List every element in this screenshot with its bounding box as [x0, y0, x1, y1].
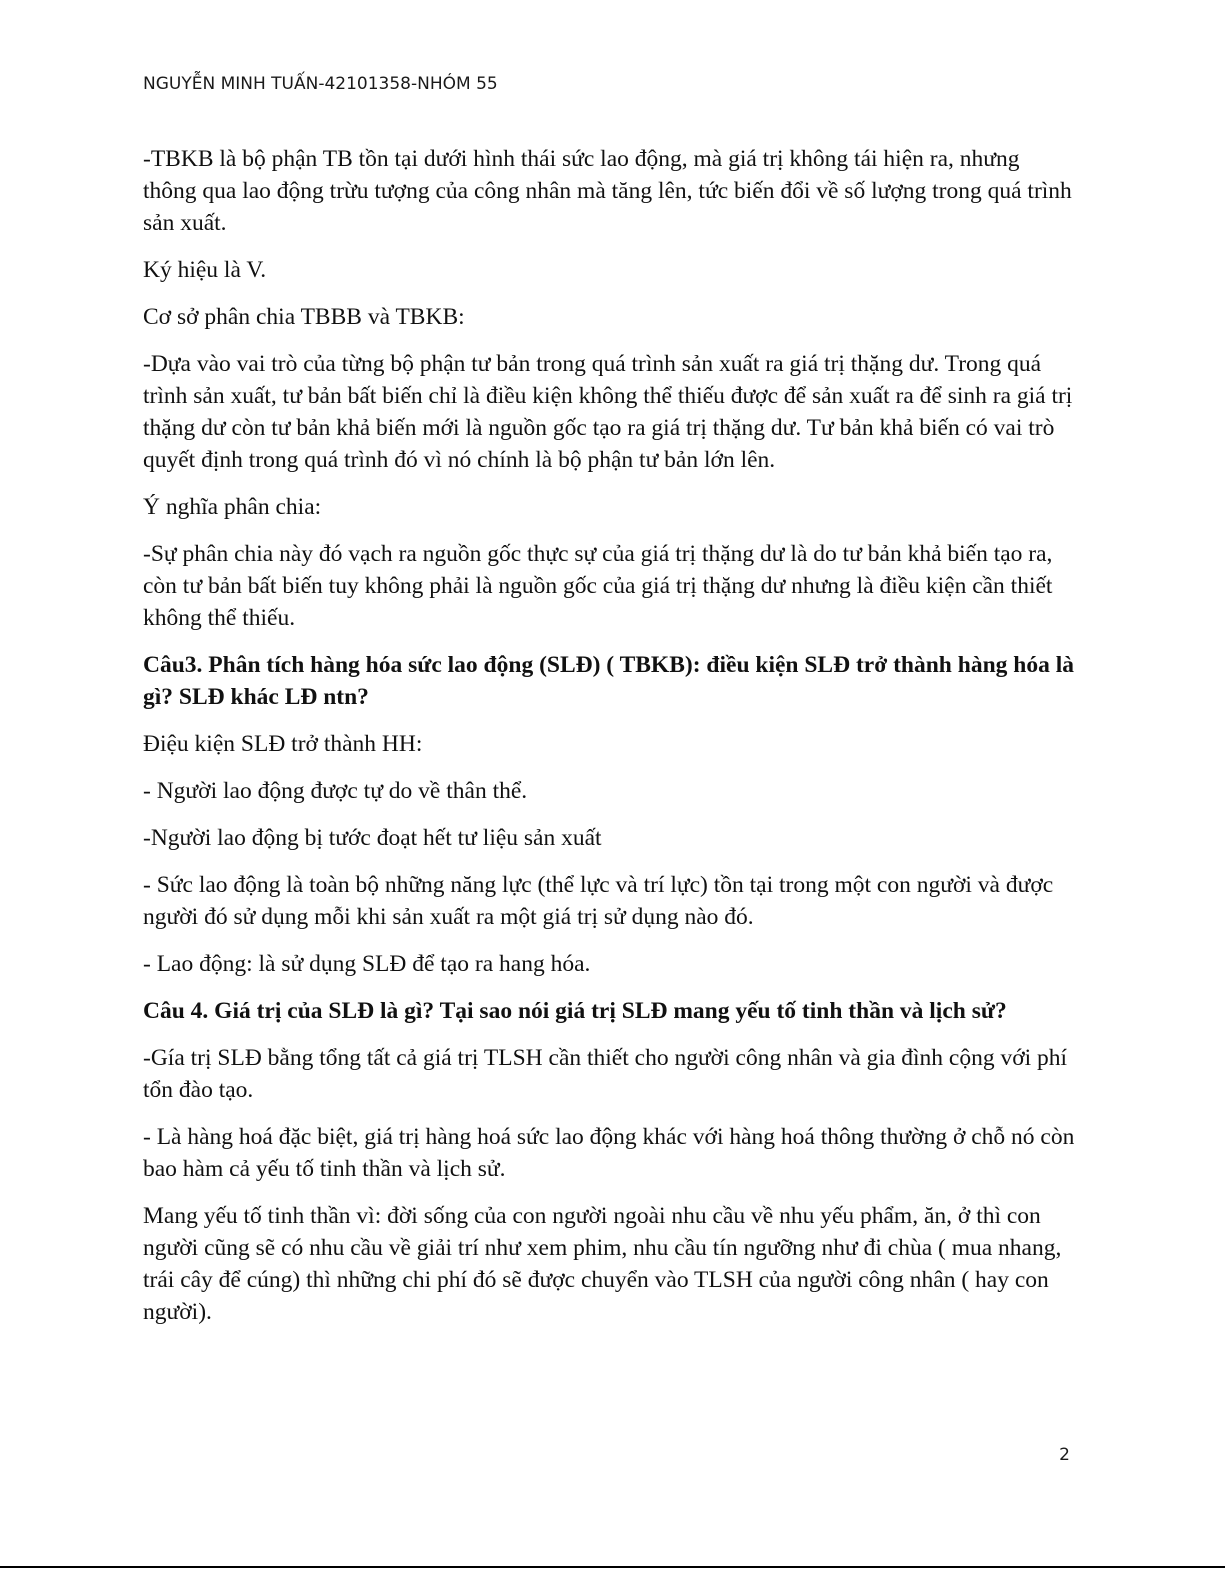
body-paragraph: -Dựa vào vai trò của từng bộ phận tư bản trong quá trình sản xuất ra giá trị thặng dư. Trong quá trình sản xuất, tư bản bất biến chỉ là điều kiện không thể thiếu được để sản xuất ra để sinh ra giá trị thặng dư còn tư bản khả biến mới là nguồn gốc tạo ra giá trị thặng dư. Tư bản khả biến có vai trò quyết định trong quá trình đó vì nó chính là bộ phận tư bản lớn lên. [143, 351, 1073, 473]
question-heading: Câu 4. Giá trị của SLĐ là gì? Tại sao nói giá trị SLĐ mang yếu tố tinh thần và lịch sử? [143, 998, 1007, 1024]
body-paragraph: - Là hàng hoá đặc biệt, giá trị hàng hoá sức lao động khác với hàng hoá thông thường ở chỗ nó còn bao hàm cả yếu tố tinh thần và lịch sử. [143, 1124, 1075, 1182]
body-paragraph: Ý nghĩa phân chia: [143, 494, 322, 520]
body-paragraph: - Sức lao động là toàn bộ những năng lực (thể lực và trí lực) tồn tại trong một con người và được người đó sử dụng mỗi khi sản xuất ra một giá trị sử dụng nào đó. [143, 872, 1054, 930]
body-paragraph: -Sự phân chia này đó vạch ra nguồn gốc thực sự của giá trị thặng dư là do tư bản khả biến tạo ra, còn tư bản bất biến tuy không phải là nguồn gốc của giá trị thặng dư nhưng là điều kiện cần thiết không thể thiếu. [143, 541, 1053, 631]
body-paragraph: -TBKB là bộ phận TB tồn tại dưới hình thái sức lao động, mà giá trị không tái hiện ra, nhưng thông qua lao động trừu tượng của công nhân mà tăng lên, tức biến đổi về số lượng trong quá trình sản xuất. [143, 146, 1072, 236]
page-bottom-divider [0, 1566, 1225, 1568]
page-number: 2 [1059, 1445, 1070, 1465]
body-paragraph: -Người lao động bị tước đoạt hết tư liệu sản xuất [143, 825, 602, 851]
question-heading: Câu3. Phân tích hàng hóa sức lao động (SLĐ) ( TBKB): điều kiện SLĐ trở thành hàng hóa là gì? SLĐ khác LĐ ntn? [143, 652, 1074, 710]
body-paragraph: Điệu kiện SLĐ trở thành HH: [143, 731, 423, 757]
body-paragraph: - Người lao động được tự do về thân thể. [143, 778, 528, 804]
page-header: NGUYỄN MINH TUẤN-42101358-NHÓM 55 [143, 74, 498, 94]
body-paragraph: - Lao động: là sử dụng SLĐ để tạo ra hang hóa. [143, 951, 591, 977]
body-paragraph: Ký hiệu là V. [143, 257, 267, 283]
body-paragraph: -Gía trị SLĐ bằng tổng tất cả giá trị TLSH cần thiết cho người công nhân và gia đình cộng với phí tổn đào tạo. [143, 1045, 1068, 1103]
page-body [143, 143, 1078, 1343]
body-paragraph: Mang yếu tố tinh thần vì: đời sống của con người ngoài nhu cầu về nhu yếu phẩm, ăn, ở thì con người cũng sẽ có nhu cầu về giải trí như xem phim, nhu cầu tín ngưỡng như đi chùa ( mua nhang, trái cây để cúng) thì những chi phí đó sẽ được chuyển vào TLSH của người công nhân ( hay con người). [143, 1203, 1062, 1325]
body-paragraph: Cơ sở phân chia TBBB và TBKB: [143, 304, 465, 330]
